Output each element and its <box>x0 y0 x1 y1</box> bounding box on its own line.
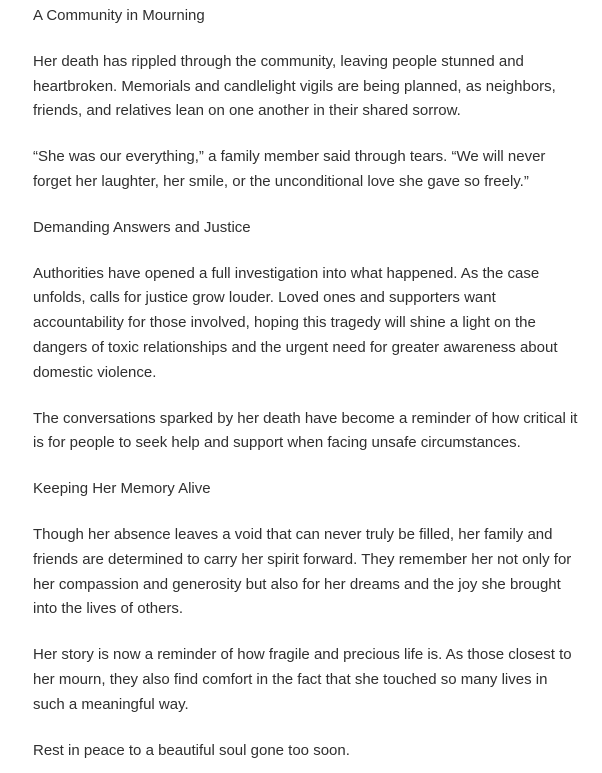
closing-line: Rest in peace to a beautiful soul gone too soon. <box>33 741 350 759</box>
paragraph: Though her absence leaves a void that can never truly be filled, her family and friends are determined to carry her spirit forward. They remember her not only for her compassion and generosity but also for her dreams and the joy she brought into the lives of others. <box>33 525 572 618</box>
paragraph: The conversations sparked by her death have become a reminder of how critical it is for people to seek help and support when facing unsafe circumstances. <box>33 409 578 452</box>
paragraph: Authorities have opened a full investigation into what happened. As the case unfolds, calls for justice grow louder. Loved ones and supporters want accountability for those involved, hoping this tragedy will shine a light on the dangers of toxic relationships and the urgent need for greater awareness about domestic violence. <box>33 264 558 381</box>
section-heading-community-mourning: A Community in Mourning <box>33 7 205 24</box>
article-body <box>33 4 581 763</box>
section-heading-keeping-memory: Keeping Her Memory Alive <box>33 480 211 498</box>
paragraph: Her story is now a reminder of how fragile and precious life is. As those closest to her mourn, they also find comfort in the fact that she touched so many lives in such a meaningful way. <box>33 646 572 713</box>
paragraph: Her death has rippled through the community, leaving people stunned and heartbroken. Memorials and candlelight vigils are being planned, as neighbors, friends, and relatives lean on one another in their shared sorrow. <box>33 52 556 120</box>
paragraph: “She was our everything,” a family member said through tears. “We will never forget her laughter, her smile, or the unconditional love she gave so freely.” <box>33 148 546 190</box>
section-heading-demanding-answers: Demanding Answers and Justice <box>33 218 251 236</box>
